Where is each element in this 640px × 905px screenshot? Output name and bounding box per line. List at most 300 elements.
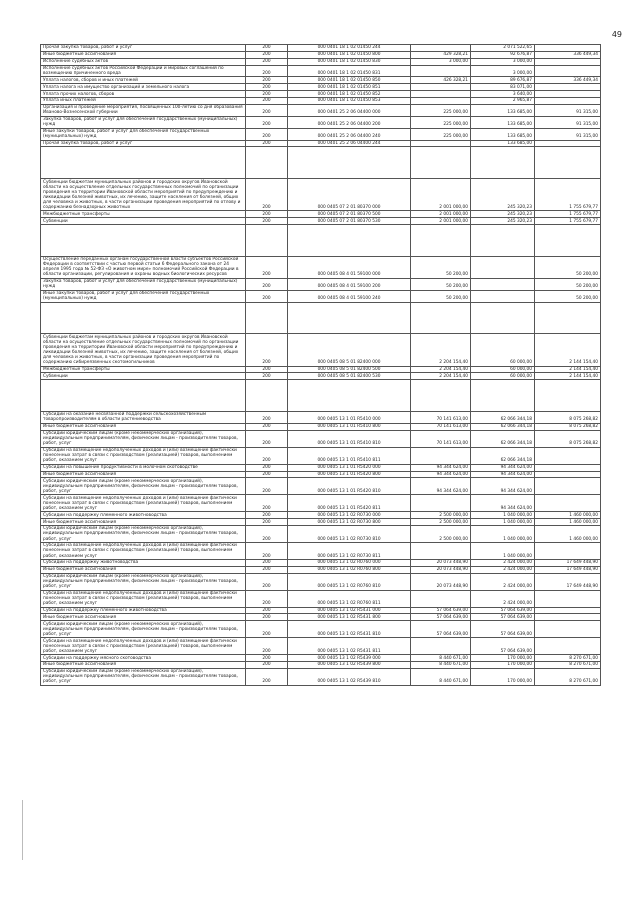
cell-name: Субсидии на возмещение недополученных доходов и (или) возмещение фактически понесенных затрат в связи с производством (реализацией) товаров, выполнением работ, оказанием услуг [41,590,246,607]
cell-b: 62 066 344,18 [471,412,535,424]
cell-name: Иные закупки товаров, работ и услуг для обеспечения государственных (муниципальных) нужд [41,128,246,140]
cell-name: Субсидии на возмещение недополученных доходов и (или) возмещение фактически понесенных затрат в связи с производством (реализацией) товаров, выполнением работ, оказанием услуг [41,638,246,655]
cell-a [411,97,471,104]
cell-a: 50 200,00 [411,290,471,302]
cell-c: 8 270 671,00 [535,662,601,669]
cell-c [535,607,601,614]
table-row [41,447,601,464]
cell-b: 170 000,00 [471,662,535,669]
table-row [41,638,601,655]
cell-c [535,621,601,638]
table-row [41,179,601,211]
cell-c: 17 649 448,90 [535,559,601,566]
cell-name: Субсидии на повышение продуктивности в молочном скотоводстве [41,464,246,471]
cell-name: Межбюджетные трансферты [41,211,246,218]
cell-kbk: 000 0401 18 1 02 01450 851 [288,84,411,91]
cell-kbk: 000 0401 18 1 02 01450 830 [288,58,411,65]
cell-c: 17 649 448,90 [535,566,601,573]
table-row [41,519,601,526]
table-row [41,373,601,380]
cell-b: 3 640,00 [471,91,535,98]
cell-b: 94 344 624,00 [471,464,535,471]
cell-c: 91 315,00 [535,116,601,128]
cell-code: 200 [246,526,288,543]
cell-b: 62 066 344,18 [471,423,535,430]
cell-c [535,91,601,98]
cell-c: 1 755 679,77 [535,218,601,225]
cell-name: Субсидии юридическим лицам (кроме некоммерческих организаций), индивидуальным предпринимателям, физическим лицам - производителям товаров, работ, услуг [41,573,246,590]
cell-name: Субсидии юридическим лицам (кроме некоммерческих организаций), индивидуальным предпринимателям, физическим лицам - производителям товаров, работ, услуг [41,526,246,543]
cell-code: 200 [246,543,288,560]
table-row [41,211,601,218]
table-row [41,334,601,366]
cell-b: 62 066 344,18 [471,447,535,464]
cell-a [411,91,471,98]
cell-code: 200 [246,278,288,290]
table-row [41,566,601,573]
cell-code: 200 [246,179,288,211]
cell-kbk: 000 0401 18 1 02 01450 853 [288,97,411,104]
cell-kbk: 000 0401 18 1 02 01450 244 [288,45,411,52]
cell-code: 200 [246,84,288,91]
cell-kbk: 000 0405 08 4 01 59100 000 [288,256,411,278]
table-row [41,51,601,58]
cell-c: 1 755 679,77 [535,211,601,218]
cell-c [535,45,601,52]
cell-b: 57 064 639,00 [471,614,535,621]
cell-b: 2 965,87 [471,97,535,104]
table-row [41,65,601,77]
cell-a [411,45,471,52]
cell-kbk: 000 0405 13 1 01 R5420 000 [288,464,411,471]
page-number: 49 [611,30,622,39]
cell-kbk: 000 0405 07 2 01 80370 530 [288,218,411,225]
table-row [41,590,601,607]
cell-b: 62 066 344,18 [471,430,535,447]
table-row [41,495,601,512]
cell-b: 133 685,00 [471,104,535,116]
cell-name: Прочая закупка товаров, работ и услуг [41,45,246,52]
cell-b [471,278,535,290]
cell-kbk: 000 0405 13 1 01 R5410 000 [288,412,411,424]
cell-b: 3 000,00 [471,58,535,65]
cell-kbk: 000 0405 13 1 02 R5439 800 [288,662,411,669]
cell-name: Субсидии юридическим лицам (кроме некоммерческих организаций), индивидуальным предпринимателям, физическим лицам - производителям товаров, работ, услуг [41,668,246,685]
cell-name: Закупка товаров, работ и услуг для обеспечения государственных (муниципальных) нужд [41,278,246,290]
cell-name: Субвенции [41,373,246,380]
cell-b: 94 344 624,00 [471,495,535,512]
cell-code: 200 [246,77,288,84]
cell-c [535,638,601,655]
cell-c: 336 449,34 [535,51,601,58]
table-row [41,662,601,669]
cell-c [535,58,601,65]
cell-c: 91 315,00 [535,128,601,140]
cell-b: 170 000,00 [471,655,535,662]
cell-code: 200 [246,566,288,573]
cell-kbk: 000 0401 25 2 06 04400 240 [288,128,411,140]
cell-a: 70 141 613,00 [411,430,471,447]
cell-kbk: 000 0405 13 1 02 R5439 810 [288,668,411,685]
cell-c [535,478,601,495]
cell-c: 50 200,00 [535,256,601,278]
cell-b: 92 676,87 [471,51,535,58]
cell-name: Прочая закупка товаров, работ и услуг [41,140,246,147]
cell-code: 200 [246,104,288,116]
cell-b: 57 064 639,00 [471,638,535,655]
cell-c [535,65,601,77]
cell-code: 200 [246,290,288,302]
cell-code: 200 [246,519,288,526]
cell-a [411,543,471,560]
cell-kbk: 000 0405 08 5 01 82400 000 [288,334,411,366]
cell-a: 429 328,21 [411,51,471,58]
cell-b: 83 071,00 [471,84,535,91]
cell-a [411,495,471,512]
cell-c: 1 460 000,00 [535,512,601,519]
cell-b: 89 676,87 [471,77,535,84]
cell-name: Уплата иных платежей [41,97,246,104]
table-row [41,412,601,424]
table-row [41,128,601,140]
cell-code: 200 [246,471,288,478]
table-row [41,45,601,52]
cell-b: 57 064 639,00 [471,621,535,638]
cell-code: 200 [246,140,288,147]
cell-code: 200 [246,91,288,98]
cell-c [535,543,601,560]
cell-code: 200 [246,621,288,638]
cell-a [411,65,471,77]
cell-b: 1 040 000,00 [471,543,535,560]
cell-code: 200 [246,65,288,77]
cell-code: 200 [246,495,288,512]
cell-c [535,590,601,607]
cell-kbk: 000 0401 25 2 06 04400 200 [288,116,411,128]
cell-b: 2 424 000,00 [471,573,535,590]
cell-a: 94 344 624,00 [411,478,471,495]
cell-c: 1 460 000,00 [535,526,601,543]
cell-c: 17 649 448,90 [535,573,601,590]
cell-b: 60 000,00 [471,366,535,373]
cell-name: Субсидии на возмещение недополученных доходов и (или) возмещение фактически понесенных затрат в связи с производством (реализацией) товаров, выполнением работ, оказанием услуг [41,543,246,560]
table-row [41,573,601,590]
cell-kbk: 000 0405 13 1 02 R0760 811 [288,590,411,607]
cell-a: 20 073 448,90 [411,559,471,566]
cell-code: 200 [246,559,288,566]
cell-code: 200 [246,478,288,495]
spacer-row [41,225,601,257]
cell-kbk: 000 0405 13 1 02 R0760 810 [288,573,411,590]
cell-a: 8 440 671,00 [411,655,471,662]
cell-kbk: 000 0405 07 2 01 80370 000 [288,179,411,211]
table-row [41,471,601,478]
cell-c [535,614,601,621]
cell-code: 200 [246,51,288,58]
cell-name: Субсидии на поддержку животноводства [41,559,246,566]
table-row [41,614,601,621]
table-row [41,655,601,662]
table-row [41,91,601,98]
cell-a: 57 064 639,00 [411,614,471,621]
cell-a: 94 344 624,00 [411,464,471,471]
cell-code: 200 [246,607,288,614]
cell-name: Исполнение судебных актов Российской Федерации и мировых соглашений по возмещению причиненного вреда [41,65,246,77]
cell-kbk: 000 0405 13 1 02 R0730 811 [288,543,411,560]
cell-name: Иные бюджетные ассигнования [41,662,246,669]
cell-code: 200 [246,655,288,662]
cell-code: 200 [246,668,288,685]
cell-a: 2 001 000,00 [411,218,471,225]
cell-name: Субсидии на возмещение недополученных доходов и (или) возмещение фактически понесенных затрат в связи с производством (реализацией) товаров, выполнением работ, оказанием услуг [41,447,246,464]
cell-a: 2 500 000,00 [411,519,471,526]
cell-c: 8 270 671,00 [535,668,601,685]
table-row [41,668,601,685]
cell-c: 8 075 268,82 [535,423,601,430]
cell-kbk: 000 0401 18 1 02 01450 831 [288,65,411,77]
cell-code: 200 [246,430,288,447]
cell-code: 200 [246,97,288,104]
cell-b: 2 424 000,00 [471,590,535,607]
cell-name: Исполнение судебных актов [41,58,246,65]
cell-b: 60 000,00 [471,373,535,380]
table-row [41,116,601,128]
cell-name: Уплата налога на имущество организаций и земельного налога [41,84,246,91]
cell-name: Иные бюджетные ассигнования [41,519,246,526]
cell-c [535,97,601,104]
cell-name: Иные бюджетные ассигнования [41,566,246,573]
cell-kbk: 000 0401 25 2 06 04400 244 [288,140,411,147]
cell-kbk: 000 0405 13 1 01 R5410 810 [288,430,411,447]
table-row [41,104,601,116]
cell-c: 8 075 268,82 [535,430,601,447]
cell-kbk: 000 0405 07 2 01 80370 500 [288,211,411,218]
cell-code: 200 [246,464,288,471]
table-row [41,543,601,560]
cell-a: 57 064 639,00 [411,607,471,614]
cell-name: Уплата налогов, сборов и иных платежей [41,77,246,84]
table-row [41,423,601,430]
cell-a: 50 200,00 [411,256,471,278]
cell-kbk: 000 0405 13 1 02 R5431 810 [288,621,411,638]
cell-code: 200 [246,45,288,52]
cell-a: 57 064 639,00 [411,621,471,638]
cell-code: 200 [246,334,288,366]
cell-b: 94 344 624,00 [471,471,535,478]
cell-a [411,447,471,464]
cell-kbk: 000 0405 13 1 02 R0730 800 [288,519,411,526]
cell-name: Субвенции бюджетам муниципальных районов и городских округов Ивановской области на осуществление отдельных государственных полномочий по организации проведения на территории Ивановской области мероприятий по предупреждению и ликвидации болезней животных, их лечению, защите населения от болезней, общих для человека и животных, в части организации проведения мероприятий по отлову и содержанию безнадзорных животных [41,179,246,211]
cell-name: Субсидии на поддержку племенного животноводства [41,512,246,519]
cell-c: 1 460 000,00 [535,519,601,526]
cell-b: 2 424 000,00 [471,559,535,566]
spacer-row [41,380,601,412]
cell-code: 200 [246,423,288,430]
cell-a: 2 204 154,40 [411,334,471,366]
cell-name: Межбюджетные трансферты [41,366,246,373]
cell-b: 1 040 000,00 [471,512,535,519]
cell-b [471,256,535,278]
cell-kbk: 000 0405 08 5 01 82400 500 [288,366,411,373]
cell-b: 1 040 000,00 [471,526,535,543]
table-row [41,77,601,84]
cell-c [535,84,601,91]
table-row [41,84,601,91]
cell-a: 225 000,00 [411,116,471,128]
table-row [41,430,601,447]
cell-b: 1 040 000,00 [471,519,535,526]
cell-code: 200 [246,638,288,655]
cell-name: Субвенции [41,218,246,225]
cell-c: 8 270 671,00 [535,655,601,662]
cell-b: 170 000,00 [471,668,535,685]
table-row [41,559,601,566]
cell-b: 57 064 639,00 [471,607,535,614]
cell-b: 3 000,00 [471,65,535,77]
cell-name: Осуществление переданных органам государственной власти субъектов Российской Федерации в соответствии с частью первой статьи 6 Федерального закона от 24 апреля 1995 года № 52-ФЗ «О животном мире» полномочий Российской Федерации в области организации, регулирования и охраны водных биологических ресурсов [41,256,246,278]
cell-a: 20 073 448,90 [411,566,471,573]
cell-c [535,471,601,478]
cell-name: Субсидии юридическим лицам (кроме некоммерческих организаций), индивидуальным предпринимателям, физическим лицам - производителям товаров, работ, услуг [41,478,246,495]
cell-code: 200 [246,590,288,607]
cell-b: 133 685,00 [471,116,535,128]
table-row [41,290,601,302]
cell-a: 2 204 154,40 [411,366,471,373]
cell-a: 3 000,00 [411,58,471,65]
cell-kbk: 000 0405 13 1 02 R5431 000 [288,607,411,614]
table-row [41,464,601,471]
cell-c: 2 144 154,40 [535,366,601,373]
cell-kbk: 000 0405 08 4 01 59100 200 [288,278,411,290]
cell-a: 225 000,00 [411,104,471,116]
cell-kbk: 000 0401 18 1 02 01450 852 [288,91,411,98]
cell-kbk: 000 0405 13 1 01 R5410 811 [288,447,411,464]
cell-kbk: 000 0405 13 1 02 R5431 800 [288,614,411,621]
cell-c: 2 144 154,40 [535,373,601,380]
table-row [41,256,601,278]
cell-b: 245 320,23 [471,218,535,225]
cell-b: 60 000,00 [471,334,535,366]
cell-a [411,84,471,91]
cell-code: 200 [246,218,288,225]
cell-kbk: 000 0405 13 1 02 R0730 000 [288,512,411,519]
cell-b: 2 071 522,65 [471,45,535,52]
cell-c: 91 315,00 [535,104,601,116]
cell-c [535,464,601,471]
cell-a: 70 141 613,00 [411,423,471,430]
cell-kbk: 000 0405 13 1 01 R5410 800 [288,423,411,430]
cell-code: 200 [246,512,288,519]
cell-c [535,140,601,147]
cell-name: Субвенции бюджетам муниципальных районов и городских округов Ивановской области на осуществление отдельных государственных полномочий по организации проведения на территории Ивановской области мероприятий по предупреждению и ликвидации болезней животных, их лечению, защите населения от болезней, общих для человека и животных, в части организации проведения мероприятий по содержанию сибиреязвенных скотомогильников [41,334,246,366]
cell-a: 2 001 000,00 [411,179,471,211]
cell-name: Субсидии на поддержку мясного скотоводства [41,655,246,662]
cell-c: 336 449,34 [535,77,601,84]
budget-table [40,44,601,686]
cell-c: 8 075 268,82 [535,412,601,424]
cell-code: 200 [246,412,288,424]
cell-a [411,590,471,607]
cell-kbk: 000 0405 13 1 01 R5420 800 [288,471,411,478]
cell-kbk: 000 0405 08 4 01 59100 240 [288,290,411,302]
cell-code: 200 [246,373,288,380]
table-row [41,58,601,65]
cell-name: Субсидии на возмещение недополученных доходов и (или) возмещение фактически понесенных затрат в связи с производством (реализацией) товаров, выполнением работ, оказанием услуг [41,495,246,512]
cell-code: 200 [246,58,288,65]
cell-kbk: 000 0405 13 1 01 R5420 810 [288,478,411,495]
cell-c: 2 144 154,40 [535,334,601,366]
table-row [41,278,601,290]
spacer-row [41,302,601,334]
cell-a: 2 204 154,40 [411,373,471,380]
table-row [41,607,601,614]
cell-name: Закупка товаров, работ и услуг для обеспечения государственных (муниципальных) нужд [41,116,246,128]
cell-code: 200 [246,116,288,128]
cell-a: 225 000,00 [411,128,471,140]
cell-code: 200 [246,614,288,621]
cell-a: 2 001 000,00 [411,211,471,218]
cell-a: 2 500 000,00 [411,526,471,543]
cell-code: 200 [246,573,288,590]
cell-name: Уплата прочих налогов, сборов [41,91,246,98]
cell-a: 70 141 613,00 [411,412,471,424]
cell-name: Иные бюджетные ассигнования [41,423,246,430]
cell-code: 200 [246,366,288,373]
cell-code: 200 [246,128,288,140]
cell-kbk: 000 0401 18 1 02 01450 850 [288,77,411,84]
cell-a: 2 500 000,00 [411,512,471,519]
cell-name: Иные бюджетные ассигнования [41,51,246,58]
cell-name: Субсидии на оказание несвязанной поддержки сельскохозяйственным товаропроизводителям в области растениеводства [41,412,246,424]
cell-a: 50 200,00 [411,278,471,290]
cell-c [535,447,601,464]
cell-kbk: 000 0405 13 1 02 R5431 811 [288,638,411,655]
cell-c: 50 200,00 [535,278,601,290]
cell-kbk: 000 0405 13 1 02 R0760 000 [288,559,411,566]
cell-name: Субсидии на поддержку племенного животноводства [41,607,246,614]
cell-b: 133 685,00 [471,140,535,147]
cell-name: Субсидии юридическим лицам (кроме некоммерческих организаций), индивидуальным предпринимателям, физическим лицам - производителям товаров, работ, услуг [41,621,246,638]
table-row [41,366,601,373]
cell-b: 245 320,23 [471,211,535,218]
table-row [41,512,601,519]
cell-name: Иные бюджетные ассигнования [41,471,246,478]
cell-name: Иные закупки товаров, работ и услуг для обеспечения государственных (муниципальных) нужд [41,290,246,302]
cell-b [471,290,535,302]
cell-name: Организация и проведение мероприятия, посвященных 100-летию со дня образования Иваново-Вознесенской губернии [41,104,246,116]
table-row [41,478,601,495]
cell-kbk: 000 0401 18 1 02 01450 800 [288,51,411,58]
cell-c: 50 200,00 [535,290,601,302]
cell-a [411,638,471,655]
cell-code: 200 [246,447,288,464]
cell-b: 245 320,23 [471,179,535,211]
table-row [41,621,601,638]
cell-c: 1 755 679,77 [535,179,601,211]
margin-line [22,800,23,860]
cell-b: 94 344 624,00 [471,478,535,495]
cell-a [411,140,471,147]
cell-kbk: 000 0405 13 1 01 R5420 811 [288,495,411,512]
cell-kbk: 000 0401 25 2 06 04400 000 [288,104,411,116]
cell-kbk: 000 0405 13 1 02 R0730 810 [288,526,411,543]
cell-name: Иные бюджетные ассигнования [41,614,246,621]
cell-a: 94 344 624,00 [411,471,471,478]
cell-code: 200 [246,211,288,218]
cell-code: 200 [246,662,288,669]
cell-a: 20 073 448,90 [411,573,471,590]
cell-b: 2 424 000,00 [471,566,535,573]
